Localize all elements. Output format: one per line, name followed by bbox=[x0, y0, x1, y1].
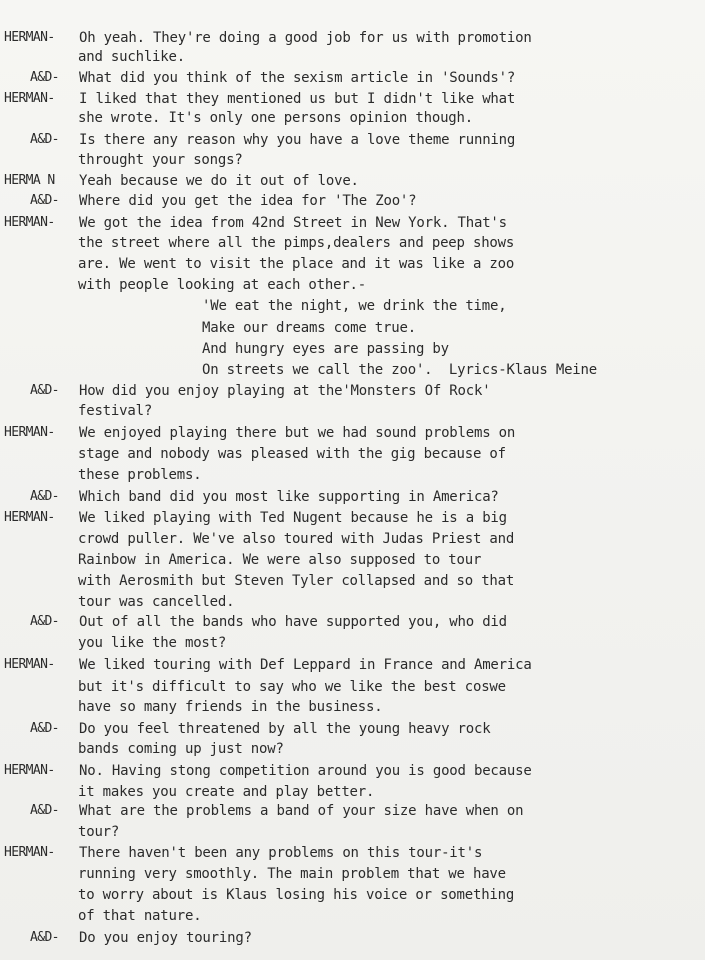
speaker-label: HERMAN- bbox=[4, 510, 55, 525]
speaker-label: HERMA N bbox=[4, 173, 55, 188]
speaker-label: HERMAN- bbox=[4, 425, 55, 440]
utterance-text: How did you enjoy playing at the'Monsters Of Rock' bbox=[79, 383, 491, 399]
utterance-text: No. Having stong competition around you is good because bbox=[79, 763, 532, 779]
utterance-continuation: stage and nobody was pleased with the gig because of bbox=[78, 446, 506, 462]
utterance-continuation: On streets we call the zoo'. Lyrics-Klaus Meine bbox=[202, 362, 597, 378]
utterance-continuation: tour was cancelled. bbox=[78, 594, 235, 610]
utterance-continuation: throught your songs? bbox=[78, 152, 243, 168]
speaker-label: A&D- bbox=[30, 383, 59, 398]
speaker-label: A&D- bbox=[30, 721, 59, 736]
utterance-continuation: Rainbow in America. We were also supposed to tour bbox=[78, 552, 482, 568]
speaker-label: A&D- bbox=[30, 614, 59, 629]
utterance-continuation: to worry about is Klaus losing his voice or something bbox=[78, 887, 515, 903]
utterance-continuation: with people looking at each other.- bbox=[78, 277, 367, 293]
utterance-text: Do you enjoy touring? bbox=[79, 930, 252, 946]
speaker-label: HERMAN- bbox=[4, 30, 55, 45]
speaker-label: A&D- bbox=[30, 70, 59, 85]
speaker-label: HERMAN- bbox=[4, 91, 55, 106]
utterance-text: We enjoyed playing there but we had sound problems on bbox=[79, 425, 516, 441]
utterance-continuation: with Aerosmith but Steven Tyler collapsed and so that bbox=[78, 573, 515, 589]
speaker-label: A&D- bbox=[30, 489, 59, 504]
utterance-continuation: Make our dreams come true. bbox=[202, 320, 416, 336]
utterance-text: Out of all the bands who have supported you, who did bbox=[79, 614, 507, 630]
speaker-label: A&D- bbox=[30, 193, 59, 208]
utterance-continuation: bands coming up just now? bbox=[78, 741, 284, 757]
utterance-continuation: running very smoothly. The main problem that we have bbox=[78, 866, 506, 882]
utterance-continuation: it makes you create and play better. bbox=[78, 784, 375, 800]
utterance-continuation: are. We went to visit the place and it was like a zoo bbox=[78, 256, 515, 272]
utterance-continuation: the street where all the pimps,dealers and peep shows bbox=[78, 235, 515, 251]
speaker-label: HERMAN- bbox=[4, 215, 55, 230]
speaker-label: A&D- bbox=[30, 132, 59, 147]
utterance-text: What are the problems a band of your size have when on bbox=[79, 803, 524, 819]
utterance-text: Is there any reason why you have a love theme running bbox=[79, 132, 516, 148]
utterance-continuation: these problems. bbox=[78, 467, 202, 483]
utterance-text: I liked that they mentioned us but I didn't like what bbox=[79, 91, 516, 107]
utterance-continuation: And hungry eyes are passing by bbox=[202, 341, 449, 357]
utterance-continuation: and suchlike. bbox=[78, 49, 185, 65]
utterance-text: We liked touring with Def Leppard in France and America bbox=[79, 657, 532, 673]
utterance-text: What did you think of the sexism article in 'Sounds'? bbox=[79, 70, 516, 86]
utterance-text: We got the idea from 42nd Street in New York. That's bbox=[79, 215, 507, 231]
utterance-text: We liked playing with Ted Nugent because he is a big bbox=[79, 510, 507, 526]
utterance-continuation: of that nature. bbox=[78, 908, 202, 924]
utterance-continuation: festival? bbox=[78, 403, 153, 419]
utterance-continuation: but it's difficult to say who we like the best coswe bbox=[78, 679, 506, 695]
utterance-continuation: you like the most? bbox=[78, 635, 227, 651]
utterance-continuation: tour? bbox=[78, 824, 120, 840]
speaker-label: HERMAN- bbox=[4, 845, 55, 860]
speaker-label: A&D- bbox=[30, 930, 59, 945]
utterance-continuation: she wrote. It's only one persons opinion though. bbox=[78, 110, 473, 126]
utterance-text: Where did you get the idea for 'The Zoo'? bbox=[79, 193, 417, 209]
utterance-text: Which band did you most like supporting in America? bbox=[79, 489, 499, 505]
utterance-text: Do you feel threatened by all the young heavy rock bbox=[79, 721, 491, 737]
utterance-text: Yeah because we do it out of love. bbox=[79, 173, 359, 189]
utterance-text: Oh yeah. They're doing a good job for us with promotion bbox=[79, 30, 532, 46]
utterance-continuation: have so many friends in the business. bbox=[78, 699, 383, 715]
utterance-text: There haven't been any problems on this tour-it's bbox=[79, 845, 483, 861]
speaker-label: HERMAN- bbox=[4, 763, 55, 778]
utterance-continuation: 'We eat the night, we drink the time, bbox=[202, 298, 507, 314]
speaker-label: A&D- bbox=[30, 803, 59, 818]
speaker-label: HERMAN- bbox=[4, 657, 55, 672]
utterance-continuation: crowd puller. We've also toured with Judas Priest and bbox=[78, 531, 515, 547]
